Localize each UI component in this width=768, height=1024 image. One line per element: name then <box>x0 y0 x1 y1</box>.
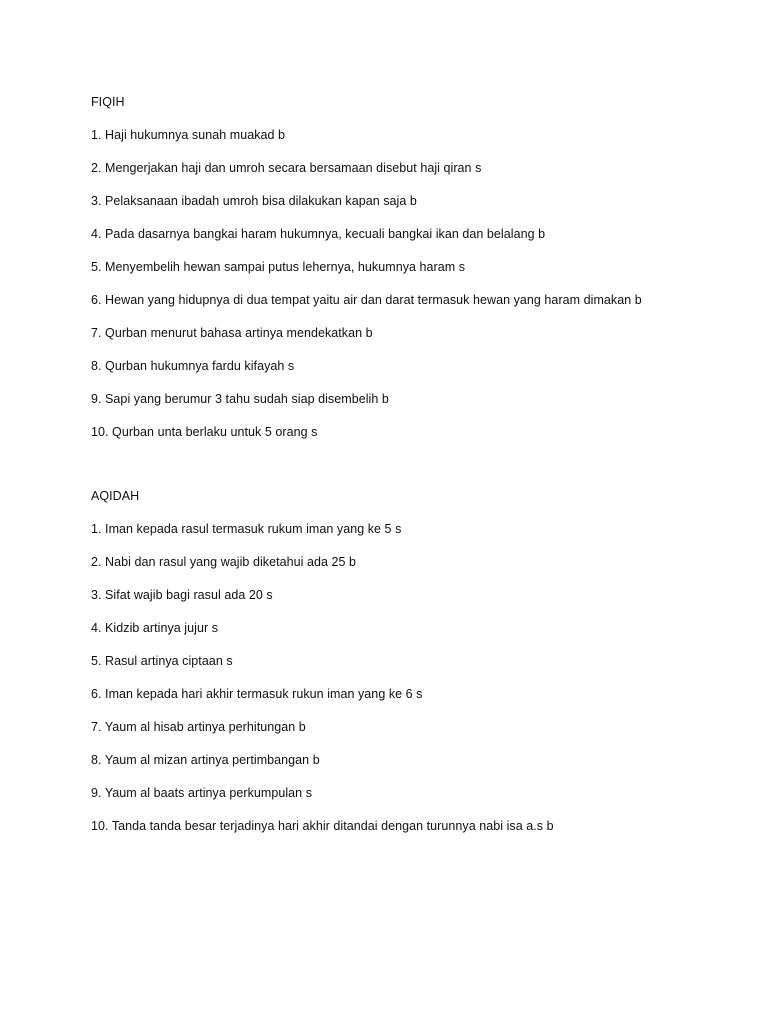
fiqih-item-1: 1. Haji hukumnya sunah muakad b <box>91 128 286 142</box>
aqidah-item-2: 2. Nabi dan rasul yang wajib diketahui ada 25 b <box>91 555 357 569</box>
aqidah-item-6: 6. Iman kepada hari akhir termasuk rukun iman yang ke 6 s <box>91 687 423 701</box>
aqidah-item-7: 7. Yaum al hisab artinya perhitungan b <box>91 720 306 734</box>
fiqih-heading: FIQIH <box>91 95 125 109</box>
fiqih-item-8: 8. Qurban hukumnya fardu kifayah s <box>91 359 295 373</box>
aqidah-item-5: 5. Rasul artinya ciptaan s <box>91 654 233 668</box>
aqidah-section <box>91 488 731 851</box>
fiqih-item-7: 7. Qurban menurut bahasa artinya mendekatkan b <box>91 326 373 340</box>
fiqih-item-2: 2. Mengerjakan haji dan umroh secara bersamaan disebut haji qiran s <box>91 161 482 175</box>
aqidah-item-9: 9. Yaum al baats artinya perkumpulan s <box>91 786 313 800</box>
aqidah-item-8: 8. Yaum al mizan artinya pertimbangan b <box>91 753 320 767</box>
aqidah-item-1: 1. Iman kepada rasul termasuk rukum iman yang ke 5 s <box>91 522 402 536</box>
fiqih-item-6: 6. Hewan yang hidupnya di dua tempat yaitu air dan darat termasuk hewan yang haram dimakan b <box>91 293 642 307</box>
aqidah-item-4: 4. Kidzib artinya jujur s <box>91 621 219 635</box>
fiqih-item-9: 9. Sapi yang berumur 3 tahu sudah siap disembelih b <box>91 392 389 406</box>
aqidah-item-10: 10. Tanda tanda besar terjadinya hari akhir ditandai dengan turunnya nabi isa a.s b <box>91 819 554 833</box>
fiqih-item-3: 3. Pelaksanaan ibadah umroh bisa dilakukan kapan saja b <box>91 194 417 208</box>
fiqih-item-5: 5. Menyembelih hewan sampai putus lehernya, hukumnya haram s <box>91 260 466 274</box>
aqidah-heading: AQIDAH <box>91 489 140 503</box>
aqidah-item-3: 3. Sifat wajib bagi rasul ada 20 s <box>91 588 273 602</box>
fiqih-item-4: 4. Pada dasarnya bangkai haram hukumnya, kecuali bangkai ikan dan belalang b <box>91 227 546 241</box>
fiqih-section <box>91 94 731 457</box>
fiqih-item-10: 10. Qurban unta berlaku untuk 5 orang s <box>91 425 318 439</box>
